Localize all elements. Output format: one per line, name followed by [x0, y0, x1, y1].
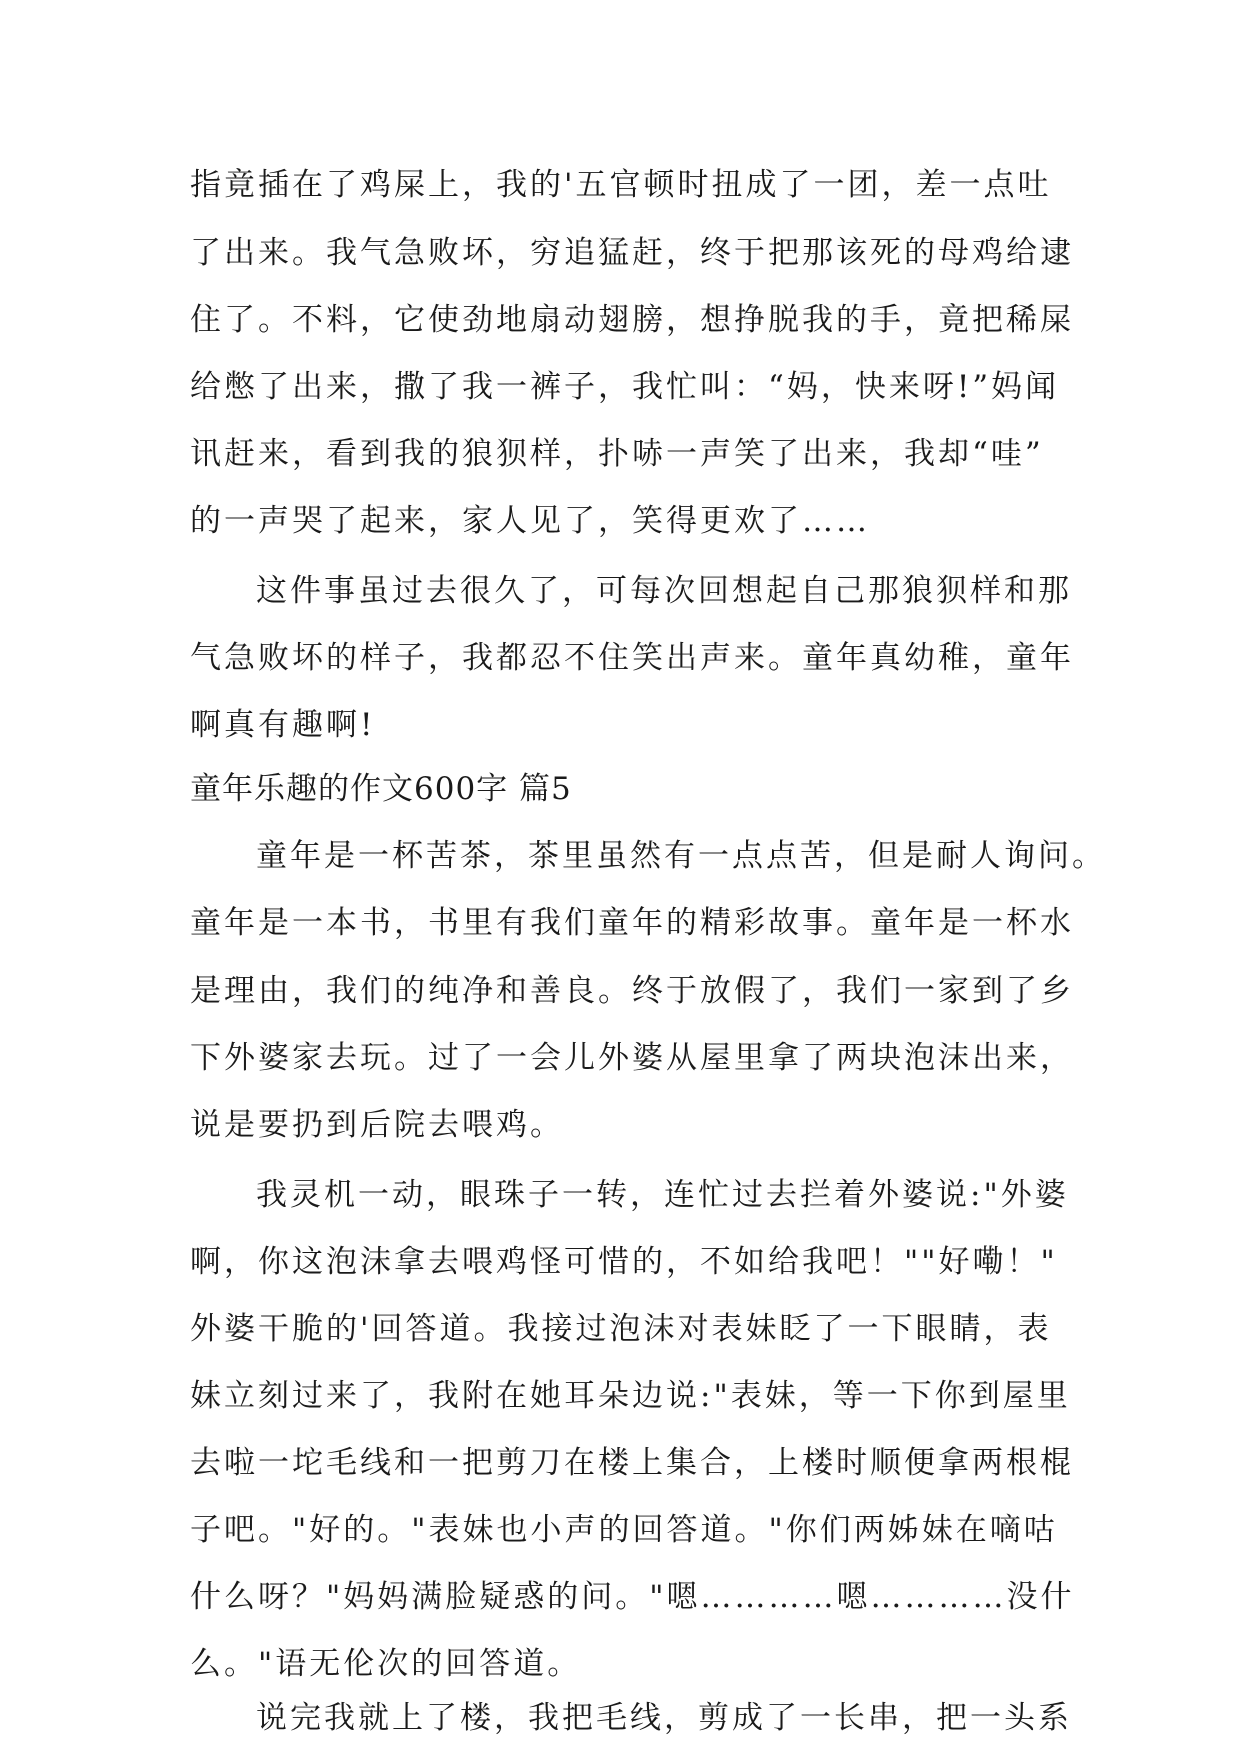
paragraph-first-line: 这件事虽过去很久了，可每次回想起自己那狼狈样和那	[256, 573, 1072, 609]
paragraph-first-line: 童年是一杯苦茶，茶里虽然有一点点苦，但是耐人询问。	[256, 838, 1106, 874]
text-line: 啊真有趣啊!	[190, 707, 376, 743]
text-line: 指竟插在了鸡屎上，我的'五官顿时扭成了一团，差一点吐	[190, 167, 1052, 203]
text-line: 什么呀？"妈妈满脸疑惑的问。"嗯…………嗯…………没什	[190, 1579, 1075, 1615]
paragraph-first-line: 说完我就上了楼，我把毛线，剪成了一长串，把一头系	[256, 1700, 1072, 1736]
text-line: 住了。不料，它使劲地扇动翅膀，想挣脱我的手，竟把稀屎	[190, 302, 1074, 338]
text-line: 去啦一坨毛线和一把剪刀在楼上集合，上楼时顺便拿两根棍	[190, 1445, 1074, 1481]
text-line: 童年是一本书，书里有我们童年的精彩故事。童年是一杯水	[190, 905, 1074, 941]
paragraph-first-line: 我灵机一动，眼珠子一转，连忙过去拦着外婆说:"外婆	[256, 1177, 1069, 1213]
text-line: 的一声哭了起来，家人见了，笑得更欢了……	[190, 503, 870, 539]
text-line: 给憋了出来，撒了我一裤子，我忙叫：“妈，快来呀!”妈闻	[190, 369, 1060, 405]
text-line: 讯赶来，看到我的狼狈样，扑哧一声笑了出来，我却“哇”	[190, 436, 1044, 472]
text-line: 了出来。我气急败坏，穷追猛赶，终于把那该死的母鸡给逮	[190, 235, 1074, 271]
text-line: 下外婆家去玩。过了一会儿外婆从屋里拿了两块泡沫出来，	[190, 1040, 1074, 1076]
section-heading: 童年乐趣的作文600字 篇5	[190, 771, 572, 807]
text-line: 外婆干脆的'回答道。我接过泡沫对表妹眨了一下眼睛，表	[190, 1311, 1052, 1347]
text-line: 子吧。"好的。"表妹也小声的回答道。"你们两姊妹在嘀咕	[190, 1512, 1058, 1548]
text-line: 么。"语无伦次的回答道。	[190, 1646, 582, 1682]
text-line: 妹立刻过来了，我附在她耳朵边说:"表妹，等一下你到屋里	[190, 1378, 1071, 1414]
text-line: 气急败坏的样子，我都忍不住笑出声来。童年真幼稚，童年	[190, 640, 1074, 676]
text-line: 啊，你这泡沫拿去喂鸡怪可惜的，不如给我吧！""好嘞！"	[190, 1244, 1058, 1280]
text-line: 说是要扔到后院去喂鸡。	[190, 1107, 564, 1143]
text-line: 是理由，我们的纯净和善良。终于放假了，我们一家到了乡	[190, 973, 1074, 1009]
